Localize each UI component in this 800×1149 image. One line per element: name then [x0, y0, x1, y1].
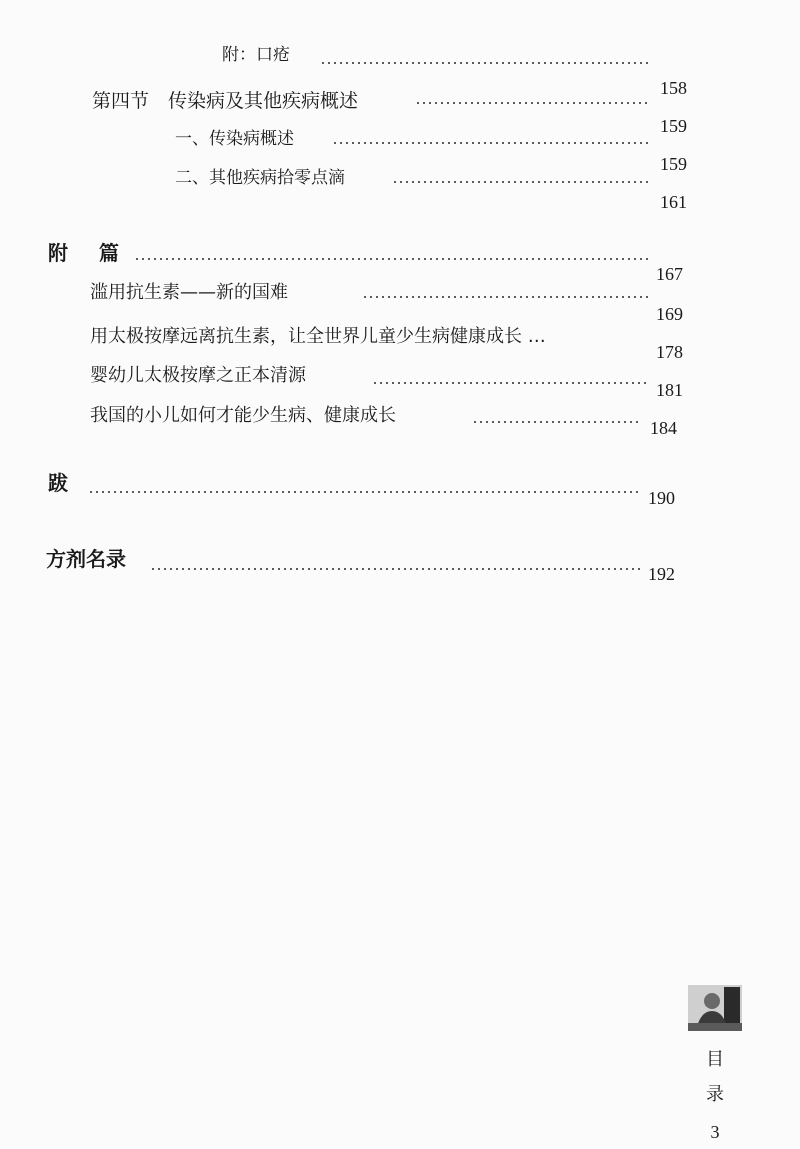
sidebar-label-char: 目 [706, 1049, 724, 1070]
toc-entry-page: 161 [660, 192, 687, 212]
toc-entry-page: 178 [656, 342, 683, 362]
toc-entry-page: 184 [650, 418, 677, 438]
toc-entry-page: 181 [656, 380, 683, 400]
sidebar-label-char: 录 [706, 1084, 724, 1105]
toc-entry-page: 192 [648, 564, 675, 584]
page-number: 3 [710, 1122, 720, 1142]
toc-entry-title: 用太极按摩远离抗生素，让全世界儿童少生病健康成长 … [90, 326, 546, 347]
toc-entry-title: 附：口疮 [222, 45, 290, 65]
leader-dots [150, 568, 640, 570]
toc-entry-page: 190 [648, 488, 675, 508]
toc-entry-title: 二、其他疾病拾零点滴 [175, 168, 345, 188]
leader-dots [88, 491, 640, 493]
leader-dots [332, 142, 648, 144]
toc-entry-title: 一、传染病概述 [175, 129, 294, 149]
toc-entry-title: 附 篇 [48, 241, 131, 265]
leader-dots [362, 296, 648, 298]
leader-dots [372, 382, 648, 384]
toc-entry-title: 我国的小儿如何才能少生病、健康成长 [90, 405, 396, 426]
toc-entry-title: 滥用抗生素——新的国难 [90, 282, 288, 303]
toc-entry-title: 第四节 传染病及其他疾病概述 [92, 90, 359, 112]
toc-entry-page: 169 [656, 304, 683, 324]
toc-entry-title: 方剂名录 [46, 547, 126, 571]
toc-entry-page: 159 [660, 116, 687, 136]
toc-entry-title: 婴幼儿太极按摩之正本清源 [90, 365, 306, 386]
leader-dots [472, 421, 640, 423]
toc-entry-page: 159 [660, 154, 687, 174]
leader-dots [134, 258, 648, 260]
toc-entry-title: 跋 [48, 471, 68, 495]
leader-dots [392, 181, 648, 183]
leader-dots [320, 62, 648, 64]
leader-dots [415, 102, 648, 104]
toc-entry-page: 158 [660, 78, 687, 98]
toc-entry-page: 167 [656, 264, 683, 284]
author-photo [688, 985, 742, 1031]
